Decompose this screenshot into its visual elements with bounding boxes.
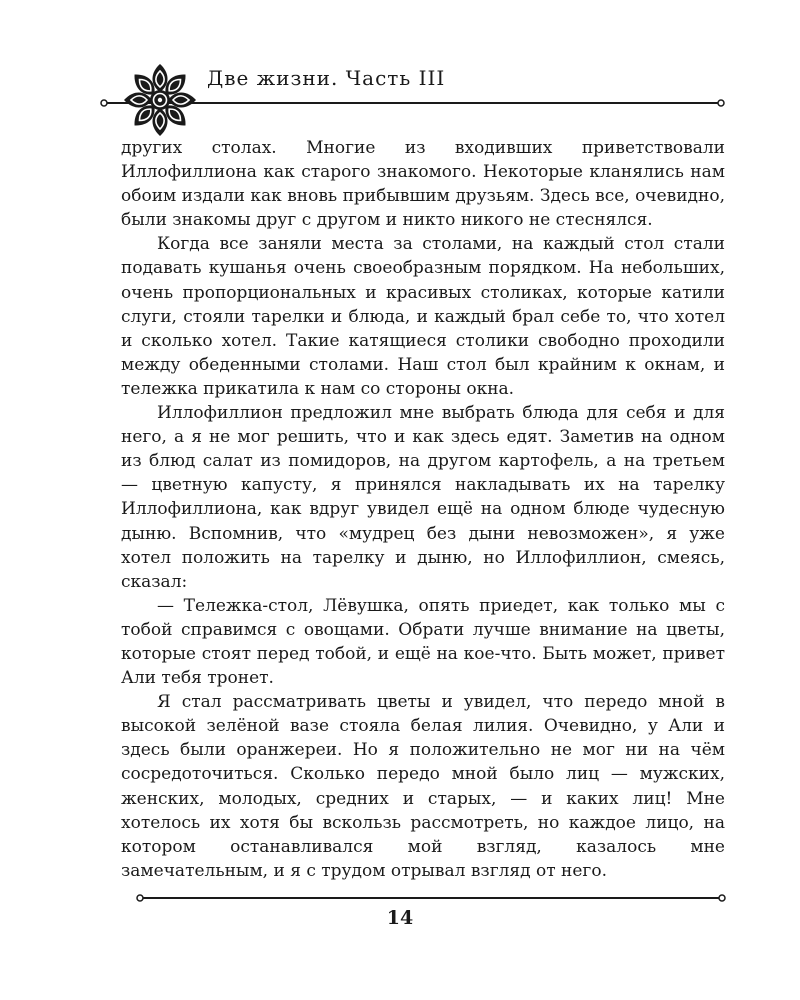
paragraph-dialogue: — Тележка-стол, Лёвушка, опять приедет, как только мы с тобой справимся с овощами. Обрати лучше внимание на цветы, которые стоят перед тобой, и ещё на кое-что. Быть может, привет Али тебя тронет.: [121, 595, 725, 689]
page-number: 14: [386, 907, 414, 929]
paragraph: Иллофиллион предложил мне выбрать блюда для себя и для него, а я не мог решить, что и как здесь едят. Заметив на одном из блюд салат из помидоров, на другом картофель, а на третьем — цветную капусту, я принялся накладывать их на тарелку Иллофиллиона, как вдруг увидел ещё на одном блюде чудесную дыню. Вспомнив, что «мудрец без дыни невозможен», я уже хотел положить на тарелку и дыню, но Иллофиллион, смеясь, сказал:: [121, 403, 725, 592]
paragraph-continuation: других столах. Многие из входивших приветствовали Иллофиллиона как старого знакомого. Некоторые кланялись нам обоим издали как вновь прибывшим друзьям. Здесь все, очевидно, были знакомы друг с другом и никто никого не стеснялся.: [121, 138, 725, 231]
lotus-ornament-icon: [120, 60, 200, 140]
running-header: [0, 60, 800, 140]
paragraph: Когда все заняли места за столами, на каждый стол стали подавать кушанья очень своеобразным порядком. На небольших, очень пропорциональных и красивых столиках, которые катили слуги, стояли тарелки и блюда, и каждый брал себе то, что хотел и сколько хотел. Такие катящиеся столики свободно проходили между обеденными столами. Наш стол был крайним к окнам, и тележка прикатила к нам со стороны окна.: [121, 234, 725, 399]
running-header-title: Две жизни. Часть III: [207, 66, 446, 90]
paragraph: Я стал рассматривать цветы и увидел, что передо мной в высокой зелёной вазе стояла белая лилия. Очевидно, у Али и здесь были оранжереи. Но я положительно не мог ни на чём сосредоточиться. Сколько передо мной было лиц — мужских, женских, молодых, средних и старых, — и каких лиц! Мне хотелось их хотя бы вскользь рассмотреть, но каждое лицо, на котором останавливался мой взгляд, казалось мне замечательным, и я с трудом отрывал взгляд от него.: [121, 692, 725, 881]
footer-rule-divider: [136, 893, 726, 903]
page-body: [121, 136, 725, 883]
